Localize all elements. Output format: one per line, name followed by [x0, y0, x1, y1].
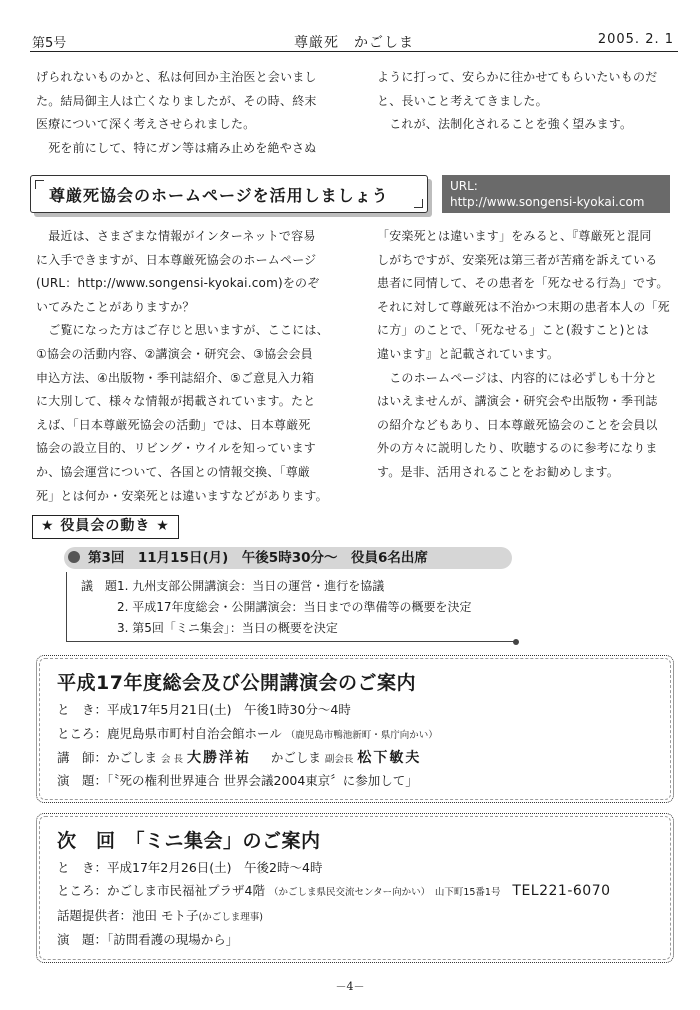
agenda-label: 議 題 [81, 579, 118, 593]
meeting-summary: 第3回 11月15日(月) 午後5時30分～ 役員6名出席 [88, 550, 428, 566]
when-label: と き： [57, 860, 108, 875]
when-value: 平成17年2月26日(土) 午後2時～4時 [107, 860, 323, 875]
text-line: に大別して、様々な情報が掲載されています。たと [36, 394, 316, 409]
text-line: えば、「日本尊厳死協会の活動」では、日本尊厳死 [36, 417, 311, 432]
homepage-section-heading [30, 175, 428, 213]
speaker2-name: 松下敏夫 [357, 750, 422, 766]
url-link[interactable]: http://www.songensi-kyokai.com [450, 195, 645, 209]
text-line: と、長いこと考えてきました。 [377, 93, 548, 108]
text-line: に入手できますが、日本尊厳死協会のホームページ [36, 252, 317, 267]
newsletter-title: 尊厳死 かごしま [294, 35, 414, 51]
presenter-note: (かごしま理事) [198, 912, 263, 923]
speaker1-name: 大勝洋祐 [187, 750, 252, 766]
phone-number: TEL221-6070 [512, 883, 611, 899]
speaker1-role: 会 長 [161, 754, 184, 765]
text-line: しがちですが、安楽死は第三者が苦痛を訴えている [377, 252, 658, 267]
mini-meeting-title: 次 回 「ミニ集会」のご案内 [57, 830, 321, 852]
text-line: げられないものかと、私は何回か主治医と会いまし [36, 70, 317, 84]
officers-section-label: ★ 役員会の動き ★ [32, 515, 179, 539]
speaker2-org: かごしま [270, 750, 321, 765]
page-header [30, 30, 678, 52]
top-article-left-column [36, 66, 317, 160]
text-line: 医療について深く考えさせられました。 [36, 117, 256, 132]
agenda-item: 3. 第5回「ミニ集会」：当日の概要を決定 [117, 621, 338, 635]
text-line: 患者に同情して、その患者を「死なせる行為」です。 [377, 276, 669, 291]
agenda-item: 2. 平成17年度総会・公開講演会：当日までの準備等の概要を決定 [117, 600, 472, 614]
presenter-name: 池田 モト子 [132, 908, 199, 923]
when-value: 平成17年5月21日(土) 午後1時30分～4時 [107, 702, 351, 717]
topic-label: 演 題： [57, 773, 108, 788]
text-line: それに対して尊厳死は不治かつ末期の患者本人の「死 [377, 299, 670, 314]
mini-meeting-topic [57, 930, 238, 948]
text-line: これが、法制化されることを強く望みます。 [377, 117, 633, 132]
mini-meeting-where [57, 881, 611, 899]
agenda-block [66, 572, 516, 642]
text-line: た。結局御主人は亡くなりましたが、その時、終末 [36, 93, 317, 108]
text-line: す。是非、活用されることをお勧めします。 [377, 464, 620, 479]
homepage-right-column [377, 225, 670, 485]
text-line: か、協会運営について、各国との情報交換、「尊厳 [36, 464, 311, 479]
text-line: このホームページは、内容的には必ずしも十分と [377, 370, 658, 385]
agenda-item: 1. 九州支部公開講演会：当日の運営・進行を協議 [117, 579, 385, 593]
mini-meeting-box [36, 813, 674, 963]
speaker-label: 講 師： [57, 750, 108, 765]
topic-value: 「〝死の権利世界連合 世界会議2004東京〞に参加して」 [107, 773, 418, 788]
general-meeting-box [36, 655, 674, 803]
text-line: 「安楽死とは違います」をみると、『尊厳死と混同 [377, 229, 652, 243]
text-line: の紹介などもあり、日本尊厳死協会のことを会員以 [377, 417, 658, 432]
general-meeting-when [57, 700, 351, 718]
mini-meeting-when [57, 858, 322, 876]
issue-date: 2005. 2. 1 [597, 32, 674, 47]
text-line: 死」とは何か・安楽死とは違いますなどがあります。 [36, 488, 328, 503]
homepage-section-title: 尊厳死協会のホームページを活用しましょう [49, 185, 389, 205]
where-note: （鹿児島市鴨池新町・県庁向かい） [285, 730, 438, 741]
where-label: ところ： [57, 883, 108, 898]
page-number: －4－ [335, 980, 365, 993]
text-line: ように打って、安らかに往かせてもらいたいものだ [377, 70, 658, 84]
url-label: URL: [450, 179, 478, 193]
text-line: ご覧になった方はご存じと思いますが、ここには、 [36, 323, 329, 338]
general-meeting-speakers [57, 747, 421, 767]
text-line: (URL：http://www.songensi-kyokai.com)をのぞ [36, 276, 320, 291]
text-line: 最近は、さまざまな情報がインターネットで容易 [36, 229, 316, 243]
general-meeting-where [57, 724, 438, 742]
general-meeting-topic [57, 771, 418, 789]
text-line: はいえませんが、講演会・研究会や出版物・季刊誌 [377, 394, 658, 409]
issue-number: 第5号 [32, 36, 67, 51]
where-note: （かごしま県民交流センター向かい） 山下町15番1号 [268, 887, 501, 898]
url-box [442, 175, 670, 213]
where-label: ところ： [57, 726, 108, 741]
topic-value: 「訪問看護の現場から」 [107, 932, 239, 947]
general-meeting-title: 平成17年度総会及び公開講演会のご案内 [57, 672, 416, 694]
top-article-right-column [377, 66, 657, 137]
when-label: と き： [57, 702, 108, 717]
speaker1-org: かごしま [107, 750, 158, 765]
topic-label: 演 題： [57, 932, 108, 947]
speaker2-role: 副会長 [324, 754, 354, 765]
meeting-header [64, 547, 512, 569]
text-line: 協会の設立目的、リビング・ウイルを知っています [36, 441, 317, 456]
where-value: 鹿児島県市町村自治会館ホール [107, 726, 282, 741]
homepage-left-column [36, 225, 329, 508]
text-line: 外の方々に説明したり、吹聴するのに参考になりま [377, 441, 658, 456]
text-line: 申込方法、④出版物・季刊誌紹介、⑤ご意見入力箱 [36, 370, 315, 385]
presenter-label: 話題提供者： [57, 908, 133, 923]
text-line: 死を前にして、特にガン等は痛み止めを絶やさぬ [36, 140, 317, 155]
bullet-dot-icon [68, 551, 80, 563]
text-line: ①協会の活動内容、②講演会・研究会、③協会会員 [36, 346, 313, 361]
text-line: に方」のことで、「死なせる」こと(殺すこと)とは [377, 323, 649, 338]
mini-meeting-presenter [57, 906, 263, 924]
text-line: いてみたことがありますか？ [36, 299, 195, 314]
text-line: 違います』と記載されています。 [377, 346, 560, 361]
where-value: かごしま市民福祉プラザ4階 [107, 883, 265, 898]
